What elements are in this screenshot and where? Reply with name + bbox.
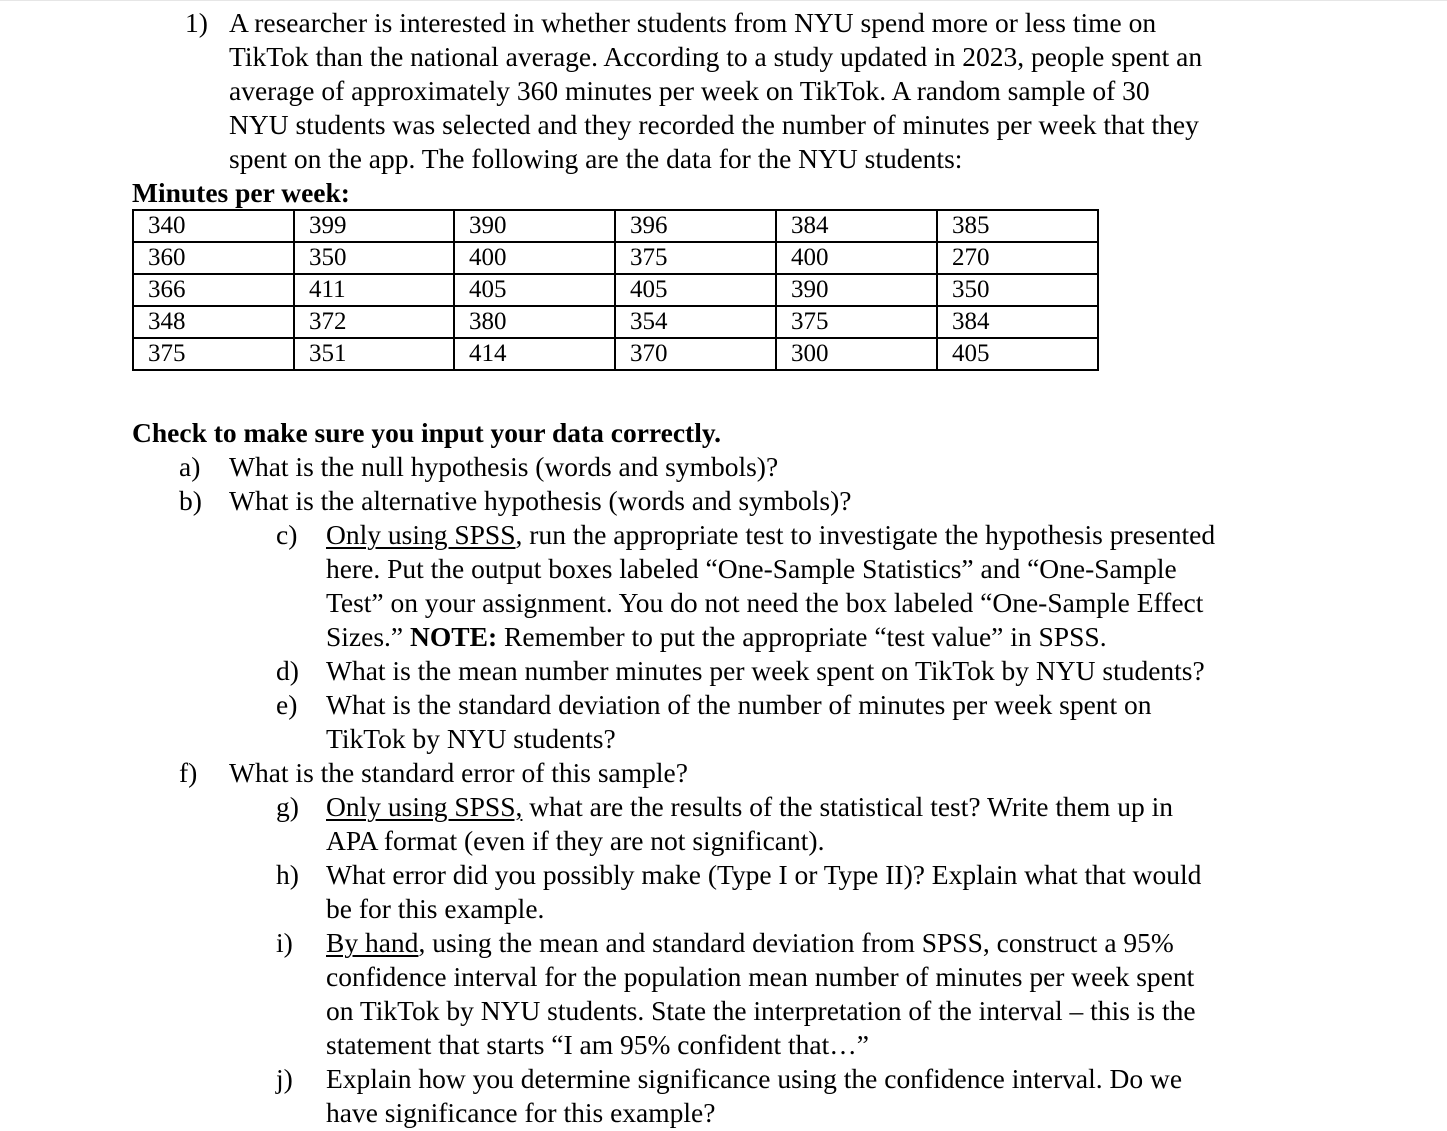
check-note: Check to make sure you input your data correctly. xyxy=(132,417,721,448)
table-cell: 300 xyxy=(776,338,937,370)
table-cell: 405 xyxy=(454,274,615,306)
question-text-line: A researcher is interested in whether students from NYU spend more or less time on xyxy=(229,7,1157,38)
item-e-text: What is the standard deviation of the number of minutes per week spent on xyxy=(326,689,1152,720)
question-number: 1) xyxy=(185,7,208,38)
item-c-text: Remember to put the appropriate “test value” in SPSS. xyxy=(497,621,1107,652)
table-row xyxy=(133,306,1098,338)
item-c-line: here. Put the output boxes labeled “One-Sample Statistics” and “One-Sample xyxy=(326,553,1177,584)
item-a-text: What is the null hypothesis (words and symbols)? xyxy=(229,451,779,482)
table-cell: 396 xyxy=(615,210,776,242)
table-row xyxy=(133,338,1098,370)
question-text-line: average of approximately 360 minutes per week on TikTok. A random sample of 30 xyxy=(229,75,1150,106)
table-cell: 380 xyxy=(454,306,615,338)
item-c-line: Test” on your assignment. You do not need the box labeled “One-Sample Effect xyxy=(326,587,1204,618)
item-f-text: What is the standard error of this sample? xyxy=(229,757,688,788)
note-label: NOTE: xyxy=(410,621,498,652)
item-c-line xyxy=(326,620,1107,654)
table-cell: 375 xyxy=(615,242,776,274)
table-cell: 348 xyxy=(133,306,294,338)
table-row xyxy=(133,242,1098,274)
table-cell: 340 xyxy=(133,210,294,242)
table-cell: 370 xyxy=(615,338,776,370)
table-cell: 390 xyxy=(776,274,937,306)
table-caption: Minutes per week: xyxy=(132,177,350,208)
table-cell: 350 xyxy=(294,242,454,274)
table-cell: 354 xyxy=(615,306,776,338)
table-cell: 375 xyxy=(133,338,294,370)
table-cell: 366 xyxy=(133,274,294,306)
item-c-text: Sizes.” xyxy=(326,621,411,652)
item-c-line xyxy=(326,518,1215,552)
table-cell: 390 xyxy=(454,210,615,242)
question-text-line: spent on the app. The following are the data for the NYU students: xyxy=(229,143,963,174)
item-i-label: i) xyxy=(276,927,293,958)
table-cell: 384 xyxy=(937,306,1098,338)
item-e-label: e) xyxy=(276,689,298,720)
item-g-label: g) xyxy=(276,791,299,822)
item-g-text: what are the results of the statistical test? Write them up in xyxy=(522,791,1173,822)
item-j-label: j) xyxy=(276,1063,293,1094)
item-j-text: have significance for this example? xyxy=(326,1097,716,1128)
table-row xyxy=(133,274,1098,306)
minutes-table xyxy=(132,209,1099,371)
item-b-text: What is the alternative hypothesis (words and symbols)? xyxy=(229,485,852,516)
table-cell: 270 xyxy=(937,242,1098,274)
item-i-text: on TikTok by NYU students. State the interpretation of the interval – this is the xyxy=(326,995,1196,1026)
table-cell: 351 xyxy=(294,338,454,370)
item-i-line xyxy=(326,926,1174,960)
table-cell: 405 xyxy=(615,274,776,306)
table-row xyxy=(133,210,1098,242)
item-i-text: statement that starts “I am 95% confident that…” xyxy=(326,1029,869,1060)
table-cell: 399 xyxy=(294,210,454,242)
table-cell: 411 xyxy=(294,274,454,306)
item-h-text: What error did you possibly make (Type I or Type II)? Explain what that would xyxy=(326,859,1202,890)
item-d-text: What is the mean number minutes per week spent on TikTok by NYU students? xyxy=(326,655,1205,686)
item-i-text: , using the mean and standard deviation from SPSS, construct a 95% xyxy=(418,927,1174,958)
item-c-underlined: Only using SPSS xyxy=(326,519,516,550)
item-e-text: TikTok by NYU students? xyxy=(326,723,616,754)
table-cell: 350 xyxy=(937,274,1098,306)
item-h-label: h) xyxy=(276,859,299,890)
item-g-line xyxy=(326,790,1173,824)
table-cell: 400 xyxy=(454,242,615,274)
table-cell: 384 xyxy=(776,210,937,242)
item-d-label: d) xyxy=(276,655,299,686)
item-i-underlined: By hand xyxy=(326,927,419,958)
table-cell: 400 xyxy=(776,242,937,274)
item-j-text: Explain how you determine significance using the confidence interval. Do we xyxy=(326,1063,1183,1094)
item-i-text: confidence interval for the population mean number of minutes per week spent xyxy=(326,961,1195,992)
item-g-text: APA format (even if they are not significant). xyxy=(326,825,825,856)
table-cell: 405 xyxy=(937,338,1098,370)
table-cell: 372 xyxy=(294,306,454,338)
table-cell: 385 xyxy=(937,210,1098,242)
item-a-label: a) xyxy=(179,451,201,482)
item-b-label: b) xyxy=(179,485,202,516)
item-g-underlined: Only using SPSS, xyxy=(326,791,523,822)
item-c-label: c) xyxy=(276,519,298,550)
item-f-label: f) xyxy=(179,757,198,788)
table-cell: 414 xyxy=(454,338,615,370)
question-text-line: NYU students was selected and they recorded the number of minutes per week that they xyxy=(229,109,1199,140)
table-cell: 375 xyxy=(776,306,937,338)
table-cell: 360 xyxy=(133,242,294,274)
top-border xyxy=(0,0,1447,1)
item-c-text: , run the appropriate test to investigate the hypothesis presented xyxy=(515,519,1216,550)
question-text-line: TikTok than the national average. According to a study updated in 2023, people spent an xyxy=(229,41,1203,72)
item-h-text: be for this example. xyxy=(326,893,545,924)
